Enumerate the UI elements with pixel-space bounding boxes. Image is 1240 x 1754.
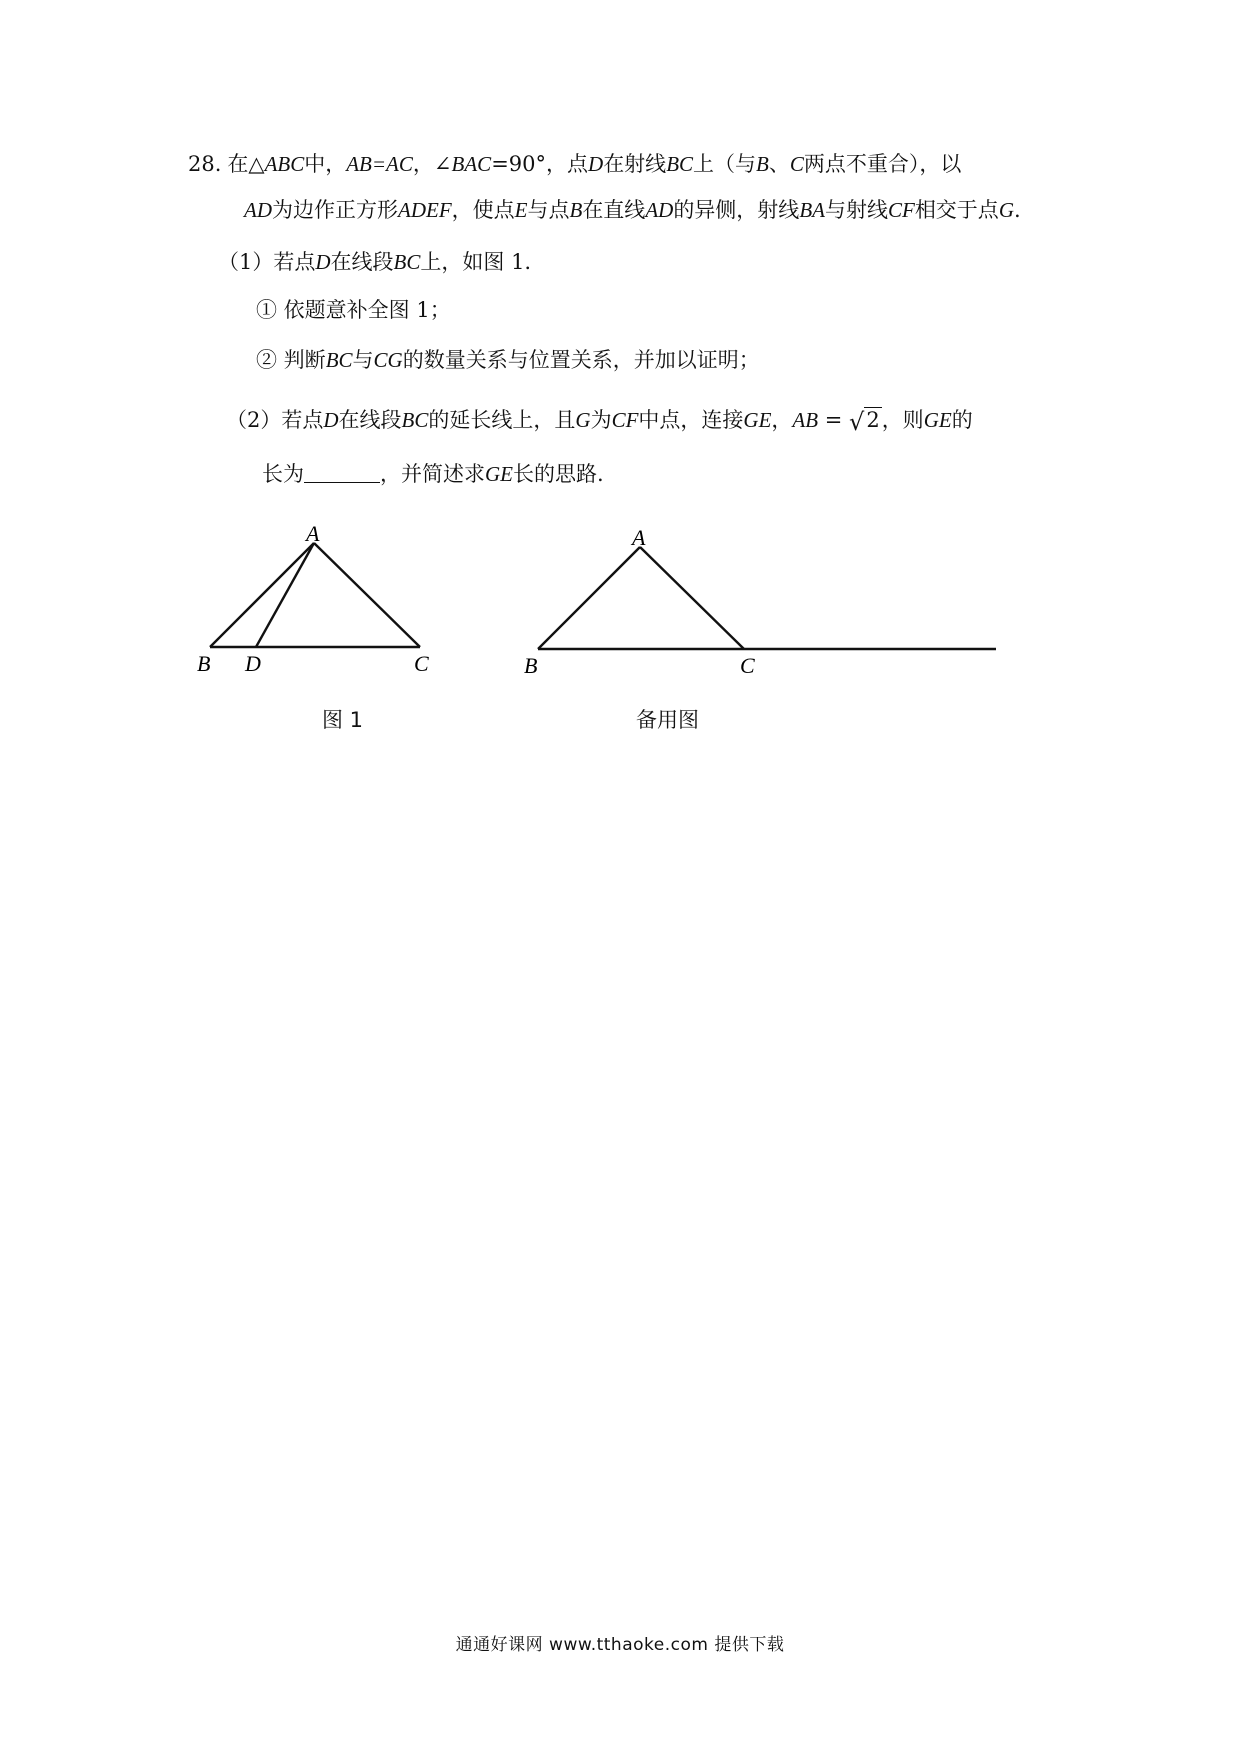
label-D: D	[245, 651, 261, 676]
footer-source: 通通好课网 www.tthaoke.com 提供下载	[455, 1635, 785, 1655]
text: 中，	[304, 152, 347, 176]
text: 在线段	[330, 250, 394, 274]
text: 在射线	[603, 152, 667, 176]
figure-1-caption: 图 1	[322, 708, 364, 732]
math-var: B	[756, 152, 769, 176]
text: 上，如图 1.	[420, 250, 532, 274]
question-stem-line1	[188, 154, 961, 175]
text: ① 依题意补全图 1；	[256, 298, 451, 322]
part2-line1	[226, 410, 973, 434]
sqrt-symbol: √	[849, 408, 865, 436]
sqrt-argument: 2	[866, 408, 880, 432]
math-var: G	[998, 198, 1014, 222]
text: 的异侧，射线	[673, 198, 800, 222]
text: 中点，连接	[638, 408, 744, 432]
text: ，	[771, 408, 793, 432]
part2-line2	[262, 464, 604, 485]
segment-AB	[210, 543, 314, 647]
equals-sign: =	[818, 408, 850, 432]
text: 的延长线上，且	[428, 408, 576, 432]
math-var: D	[588, 152, 604, 176]
math-var: AB	[792, 408, 819, 432]
text: ，使点	[451, 198, 515, 222]
math-var: BA	[799, 198, 825, 222]
math-var: GE	[743, 408, 772, 432]
math-var: BAC	[451, 152, 492, 176]
text: （1）若点	[218, 250, 316, 274]
math-var: D	[323, 408, 339, 432]
text: 、	[768, 152, 790, 176]
text: 的数量关系与位置关系，并加以证明；	[402, 348, 760, 372]
math-var: CF	[887, 198, 915, 222]
math-var: GE	[923, 408, 952, 432]
text: ，则	[881, 408, 924, 432]
text: 两点不重合），以	[803, 152, 962, 176]
segment-AC	[640, 547, 744, 649]
math-var: BC	[325, 348, 353, 372]
math-var: CF	[611, 408, 639, 432]
math-var: ADEF	[398, 198, 452, 222]
math-var: BC	[401, 408, 429, 432]
text: 长为	[262, 462, 304, 486]
text: ，∠	[412, 152, 452, 176]
question-number: 28.	[188, 152, 222, 176]
math-var: CG	[373, 348, 403, 372]
math-var: AB=AC	[346, 152, 413, 176]
answer-blank[interactable]	[304, 464, 380, 483]
math-var: ABC	[264, 152, 305, 176]
text: ② 判断	[256, 348, 326, 372]
text: 与射线	[824, 198, 888, 222]
text: 相交于点	[914, 198, 999, 222]
math-var: AD	[244, 198, 272, 222]
text: 上（与	[693, 152, 757, 176]
math-var: C	[789, 152, 804, 176]
text: 在直线	[582, 198, 646, 222]
math-var: BC	[393, 250, 421, 274]
text: 为	[590, 408, 612, 432]
label-B: B	[524, 653, 538, 678]
text: 在线段	[338, 408, 402, 432]
math-var: D	[315, 250, 331, 274]
label-A: A	[632, 525, 646, 550]
figure-2-diagram	[512, 515, 1012, 685]
label-A: A	[306, 521, 320, 546]
text: ，并简述求	[380, 462, 485, 486]
part1-sub2	[256, 350, 760, 371]
segment-AC	[314, 543, 420, 647]
text: 长的思路.	[513, 462, 604, 486]
label-C: C	[740, 653, 755, 678]
segment-AB	[538, 547, 640, 649]
math-var: GE	[485, 462, 513, 486]
text: .	[1013, 198, 1021, 222]
math-var: B	[569, 198, 583, 222]
text: 与	[352, 348, 374, 372]
segment-AD	[256, 543, 314, 647]
label-B: B	[197, 651, 211, 676]
math-var: AD	[645, 198, 674, 222]
text: （2）若点	[226, 408, 324, 432]
text: 与点	[527, 198, 570, 222]
text: 的	[951, 408, 973, 432]
figure-2-caption: 备用图	[636, 708, 699, 732]
question-stem-line2	[244, 200, 1021, 221]
math-var: E	[514, 198, 528, 222]
text: 在△	[227, 152, 265, 176]
math-var: G	[575, 408, 591, 432]
figure-1-diagram	[180, 515, 460, 685]
text: =90°，点	[491, 152, 589, 176]
label-C: C	[414, 651, 429, 676]
part1-sub1	[256, 300, 451, 321]
math-var: BC	[666, 152, 694, 176]
text: 为边作正方形	[272, 198, 398, 222]
part1-line	[218, 252, 531, 273]
